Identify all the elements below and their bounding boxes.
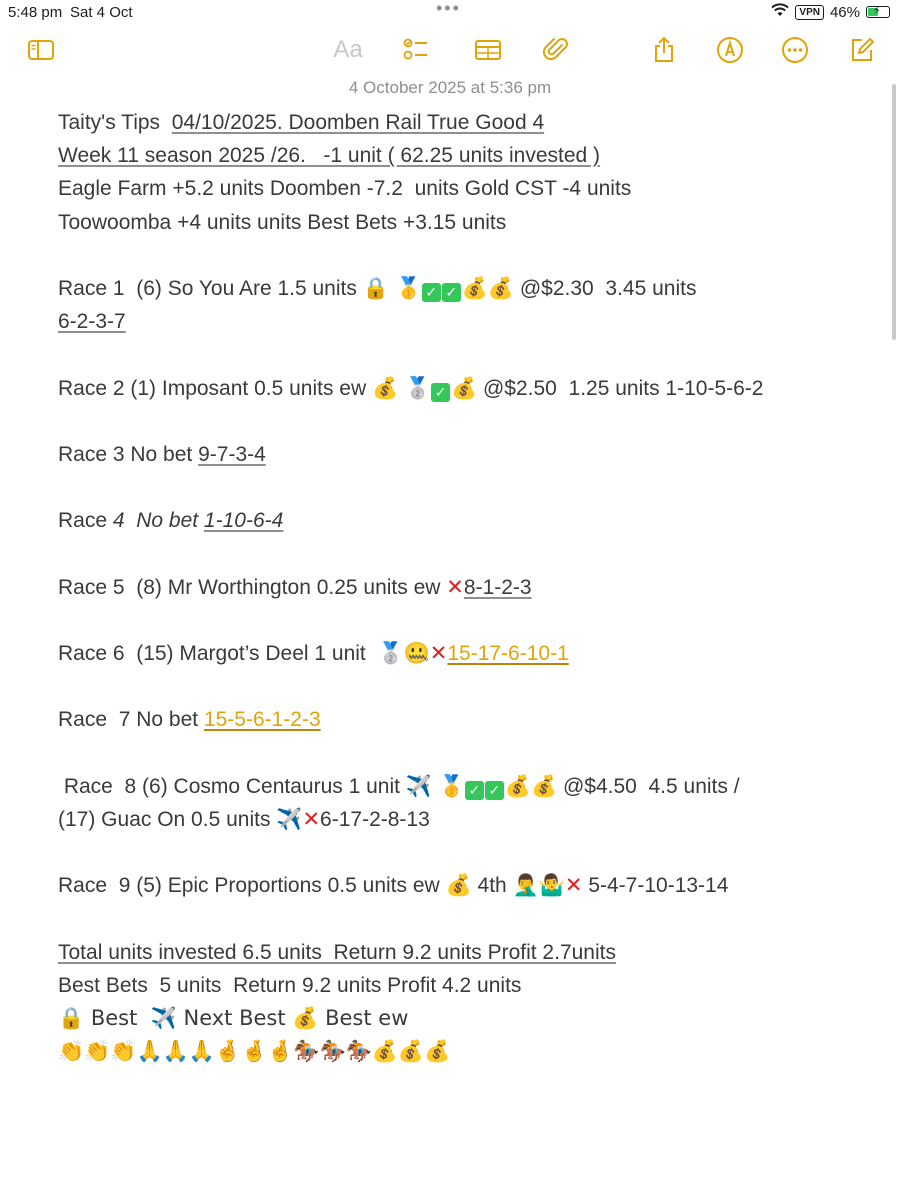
race-2-line: [58, 372, 878, 405]
tracks-line-1: Eagle Farm +5.2 units Doomben -7.2 units Gold CST -4 units: [58, 177, 632, 201]
race-3-line: [58, 438, 878, 471]
race-3-text: Race 3 No bet: [58, 442, 199, 466]
totals-summary: Total units invested 6.5 units Return 9.2 units Profit 2.7units: [58, 940, 616, 964]
race-7-result-link[interactable]: 15-5-6-1-2-3: [203, 708, 321, 732]
table-icon[interactable]: [472, 34, 504, 66]
race-5-line: [58, 571, 878, 604]
race-4-italic: 4 No bet: [112, 509, 204, 533]
markup-icon[interactable]: [714, 34, 746, 66]
race-8-text: Race 8 (6) Cosmo Centaurus 1 unit: [58, 774, 400, 798]
race-7-text: Race 7 No bet: [58, 708, 204, 732]
more-icon[interactable]: [779, 34, 811, 66]
money-bag-emoji: 💰💰: [461, 275, 514, 300]
race-8-price: @$4.50 4.5 units /: [562, 774, 740, 798]
multitasking-dots-icon[interactable]: •••: [436, 0, 461, 18]
medal-zipper-emoji: 🥈🤐: [377, 641, 430, 665]
race-2-price: @$2.50 1.25 units 1-10-5-6-2: [482, 376, 764, 400]
check-icon: ✓: [431, 383, 450, 402]
race-4-result: 1-10-6-4: [203, 509, 284, 533]
cross-icon: ✕: [446, 575, 464, 599]
race-5-result: 8-1-2-3: [463, 575, 532, 599]
week-line: [58, 139, 878, 172]
race-1-price: @$2.30 3.45 units: [519, 276, 697, 300]
tracks-line-2: Toowoomba +4 units units Best Bets +3.15 units: [58, 210, 507, 234]
checklist-icon[interactable]: [400, 34, 432, 66]
check-icon: ✓: [485, 781, 504, 800]
race-5-text: Race 5 (8) Mr Worthington 0.25 units ew: [58, 575, 447, 599]
cross-icon: ✕: [564, 874, 583, 898]
wifi-icon: [771, 3, 789, 21]
note-title: Taity's Tips: [58, 111, 172, 134]
race-2-text: Race 2 (1) Imposant 0.5 units ew: [58, 376, 367, 400]
status-bar: [0, 0, 900, 26]
note-title-line: [58, 106, 878, 139]
format-button[interactable]: Aa: [333, 36, 363, 63]
race-6-text: Race 6 (15) Margot’s Deel 1 unit: [58, 642, 378, 665]
race-1-result: 6-2-3-7: [58, 310, 126, 334]
check-icon: ✓: [442, 283, 461, 302]
money-bag-emoji: 💰💰: [504, 773, 558, 798]
status-time: 5:48 pm: [8, 4, 63, 21]
legend-line: 🔒 Best ✈️ Next Best 💰 Best ew: [58, 1006, 409, 1031]
battery-percent: 46%: [829, 3, 860, 21]
battery-icon: ⚡: [866, 6, 890, 18]
race-9-line: [58, 869, 878, 902]
emoji-row: 👏👏👏🙏🙏🙏🤞🤞🤞🏇🏇🏇💰💰💰: [58, 1039, 451, 1064]
note-title-rail: 04/10/2025. Doomben Rail True Good 4: [171, 111, 545, 134]
race-9-result: 5-4-7-10-13-14: [582, 874, 729, 898]
race-3-result: 9-7-3-4: [198, 442, 266, 466]
race-1-text: Race 1 (6) So You Are 1.5 units: [58, 276, 357, 300]
cross-icon: ✕: [429, 642, 448, 665]
race-9-text: Race 9 (5) Epic Proportions 0.5 units ew: [58, 874, 440, 898]
money-bag-emoji: 💰: [450, 375, 478, 400]
notes-toolbar: [0, 30, 900, 70]
race-9-place: 4th: [477, 874, 507, 898]
plane-medal-emoji: ✈️ 🥇: [405, 773, 465, 798]
sidebar-icon[interactable]: [25, 34, 57, 66]
race-8-line-2: [58, 803, 878, 836]
race-6-result-link[interactable]: 15-17-6-10-1: [447, 642, 569, 665]
share-icon[interactable]: [648, 34, 680, 66]
scrollbar[interactable]: [892, 84, 896, 340]
race-6-line: [58, 637, 878, 670]
check-icon: ✓: [465, 781, 484, 800]
check-icon: ✓: [422, 283, 441, 302]
status-date: Sat 4 Oct: [70, 4, 133, 21]
facepalm-shrug-emoji: 🤦‍♂️🤷‍♂️: [512, 873, 565, 898]
race-4-text: Race: [58, 509, 113, 533]
money-bag-emoji: 💰: [445, 873, 472, 898]
race-8-line: [58, 770, 878, 803]
plane-emoji: ✈️: [276, 806, 303, 831]
race-7-line: [58, 703, 878, 736]
lock-medal-emoji: 🔒 🥇: [362, 275, 422, 300]
vpn-badge: VPN: [795, 5, 824, 20]
attachment-icon[interactable]: [540, 34, 572, 66]
money-medal-emoji: 💰 🥈: [372, 375, 431, 400]
totals-line: [58, 936, 878, 969]
race-4-line: [58, 504, 878, 537]
race-8-result: 6-17-2-8-13: [320, 807, 430, 831]
race-8-second-runner: (17) Guac On 0.5 units: [58, 807, 277, 831]
race-1-line: [58, 272, 878, 305]
race-1-result-line: [58, 305, 878, 338]
cross-icon: ✕: [302, 807, 321, 831]
compose-icon[interactable]: [846, 34, 878, 66]
best-bets-line: Best Bets 5 units Return 9.2 units Profit 4.2 units: [58, 973, 522, 997]
note-timestamp: 4 October 2025 at 5:36 pm: [348, 78, 552, 97]
week-summary: Week 11 season 2025 /26. -1 unit ( 62.25 units invested ): [58, 144, 601, 168]
note-body[interactable]: [58, 106, 878, 1068]
